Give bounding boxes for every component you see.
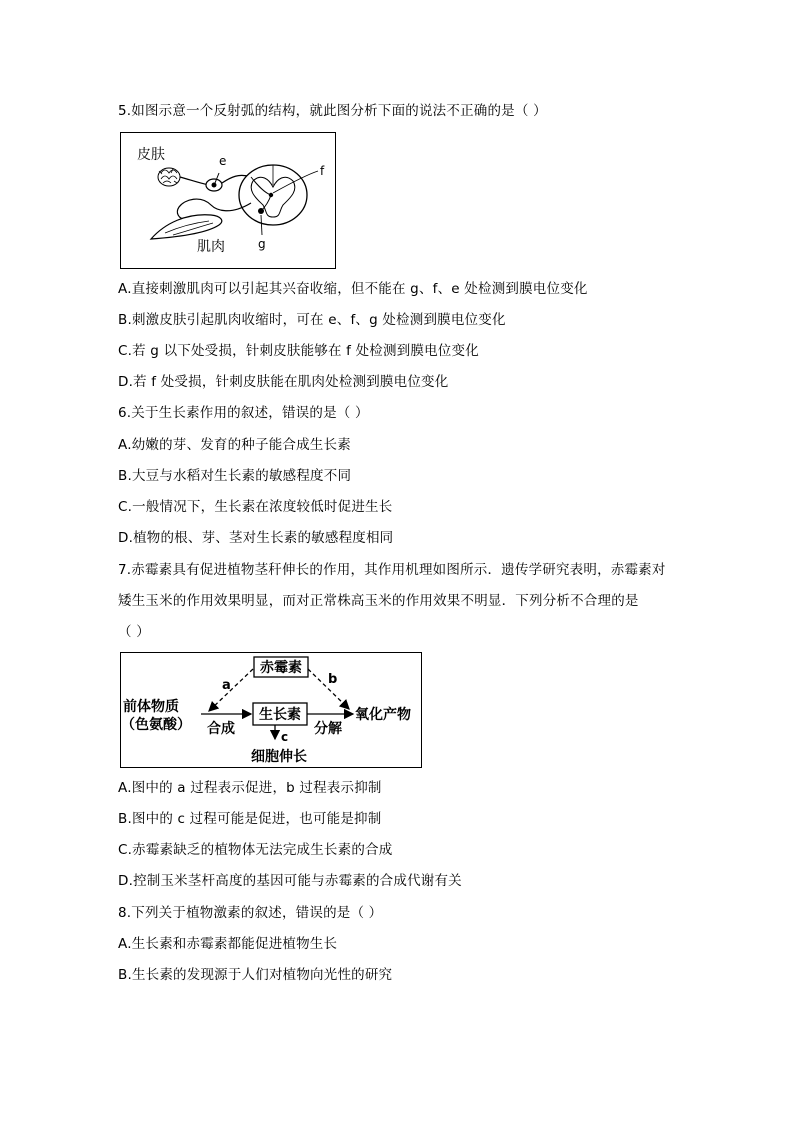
q6-stem: 6.关于生长素作用的叙述，错误的是（ ） — [118, 405, 369, 421]
label-skin: 皮肤 — [137, 147, 165, 163]
label-g: g — [258, 237, 266, 251]
label-e: e — [219, 154, 227, 168]
label-decompose: 分解 — [314, 721, 342, 737]
q6-option-b: B.大豆与水稻对生长素的敏感程度不同 — [118, 468, 352, 484]
q5-option-c: C.若 g 以下处受损，针刺皮肤能够在 f 处检测到膜电位变化 — [118, 343, 479, 359]
label-cell-elongation: 细胞伸长 — [251, 749, 307, 765]
label-muscle: 肌肉 — [197, 239, 225, 255]
gibberellin-mechanism-diagram — [121, 653, 421, 767]
reflex-arc-diagram — [121, 133, 335, 268]
q5-reflex-arc-figure — [120, 132, 336, 269]
q5-option-a: A.直接刺激肌肉可以引起其兴奋收缩，但不能在 g、f、e 处检测到膜电位变化 — [118, 281, 588, 297]
q6-option-d: D.植物的根、芽、茎对生长素的敏感程度相同 — [118, 530, 394, 546]
q7-option-a: A.图中的 a 过程表示促进，b 过程表示抑制 — [118, 780, 382, 796]
label-auxin: 生长素 — [259, 707, 301, 723]
label-precursor-line-1: 前体物质 — [123, 699, 179, 715]
q6-option-c: C.一般情况下，生长素在浓度较低时促进生长 — [118, 499, 393, 515]
label-f: f — [320, 164, 325, 178]
q8-option-a: A.生长素和赤霉素都能促进植物生长 — [118, 936, 338, 952]
q7-option-d: D.控制玉米茎杆高度的基因可能与赤霉素的合成代谢有关 — [118, 873, 462, 889]
label-oxidation: 氧化产物 — [355, 707, 411, 723]
label-precursor-line-2: （色氨酸） — [121, 717, 191, 733]
label-gibberellin: 赤霉素 — [260, 660, 302, 676]
q5-stem: 5.如图示意一个反射弧的结构，就此图分析下面的说法不正确的是（ ） — [118, 103, 547, 119]
muscle-icon — [151, 215, 222, 239]
q7-stem-line-2: 矮生玉米的作用效果明显，而对正常株高玉米的作用效果不明显．下列分析不合理的是 — [118, 593, 639, 609]
q7-stem-line-1: 7.赤霉素具有促进植物茎秆伸长的作用，其作用机理如图所示．遗传学研究表明，赤霉素对 — [118, 562, 666, 578]
q7-gibberellin-figure — [120, 652, 422, 768]
q8-stem: 8.下列关于植物激素的叙述，错误的是（ ） — [118, 905, 383, 921]
label-synthesis: 合成 — [207, 721, 235, 737]
q5-option-b: B.刺激皮肤引起肌肉收缩时，可在 e、f、g 处检测到膜电位变化 — [118, 312, 506, 328]
q5-option-d: D.若 f 处受损，针刺皮肤能在肌肉处检测到膜电位变化 — [118, 374, 449, 390]
skin-receptor-icon — [158, 168, 180, 186]
q7-option-b: B.图中的 c 过程可能是促进，也可能是抑制 — [118, 811, 382, 827]
q6-option-a: A.幼嫩的芽、发育的种子能合成生长素 — [118, 437, 351, 453]
label-a: a — [222, 678, 231, 693]
q8-option-b: B.生长素的发现源于人们对植物向光性的研究 — [118, 967, 393, 983]
label-b: b — [328, 672, 338, 687]
label-c: c — [281, 730, 289, 744]
spinal-cord-section — [239, 165, 307, 225]
q7-option-c: C.赤霉素缺乏的植物体无法完成生长素的合成 — [118, 842, 393, 858]
q7-stem-line-3: （ ） — [118, 624, 150, 640]
